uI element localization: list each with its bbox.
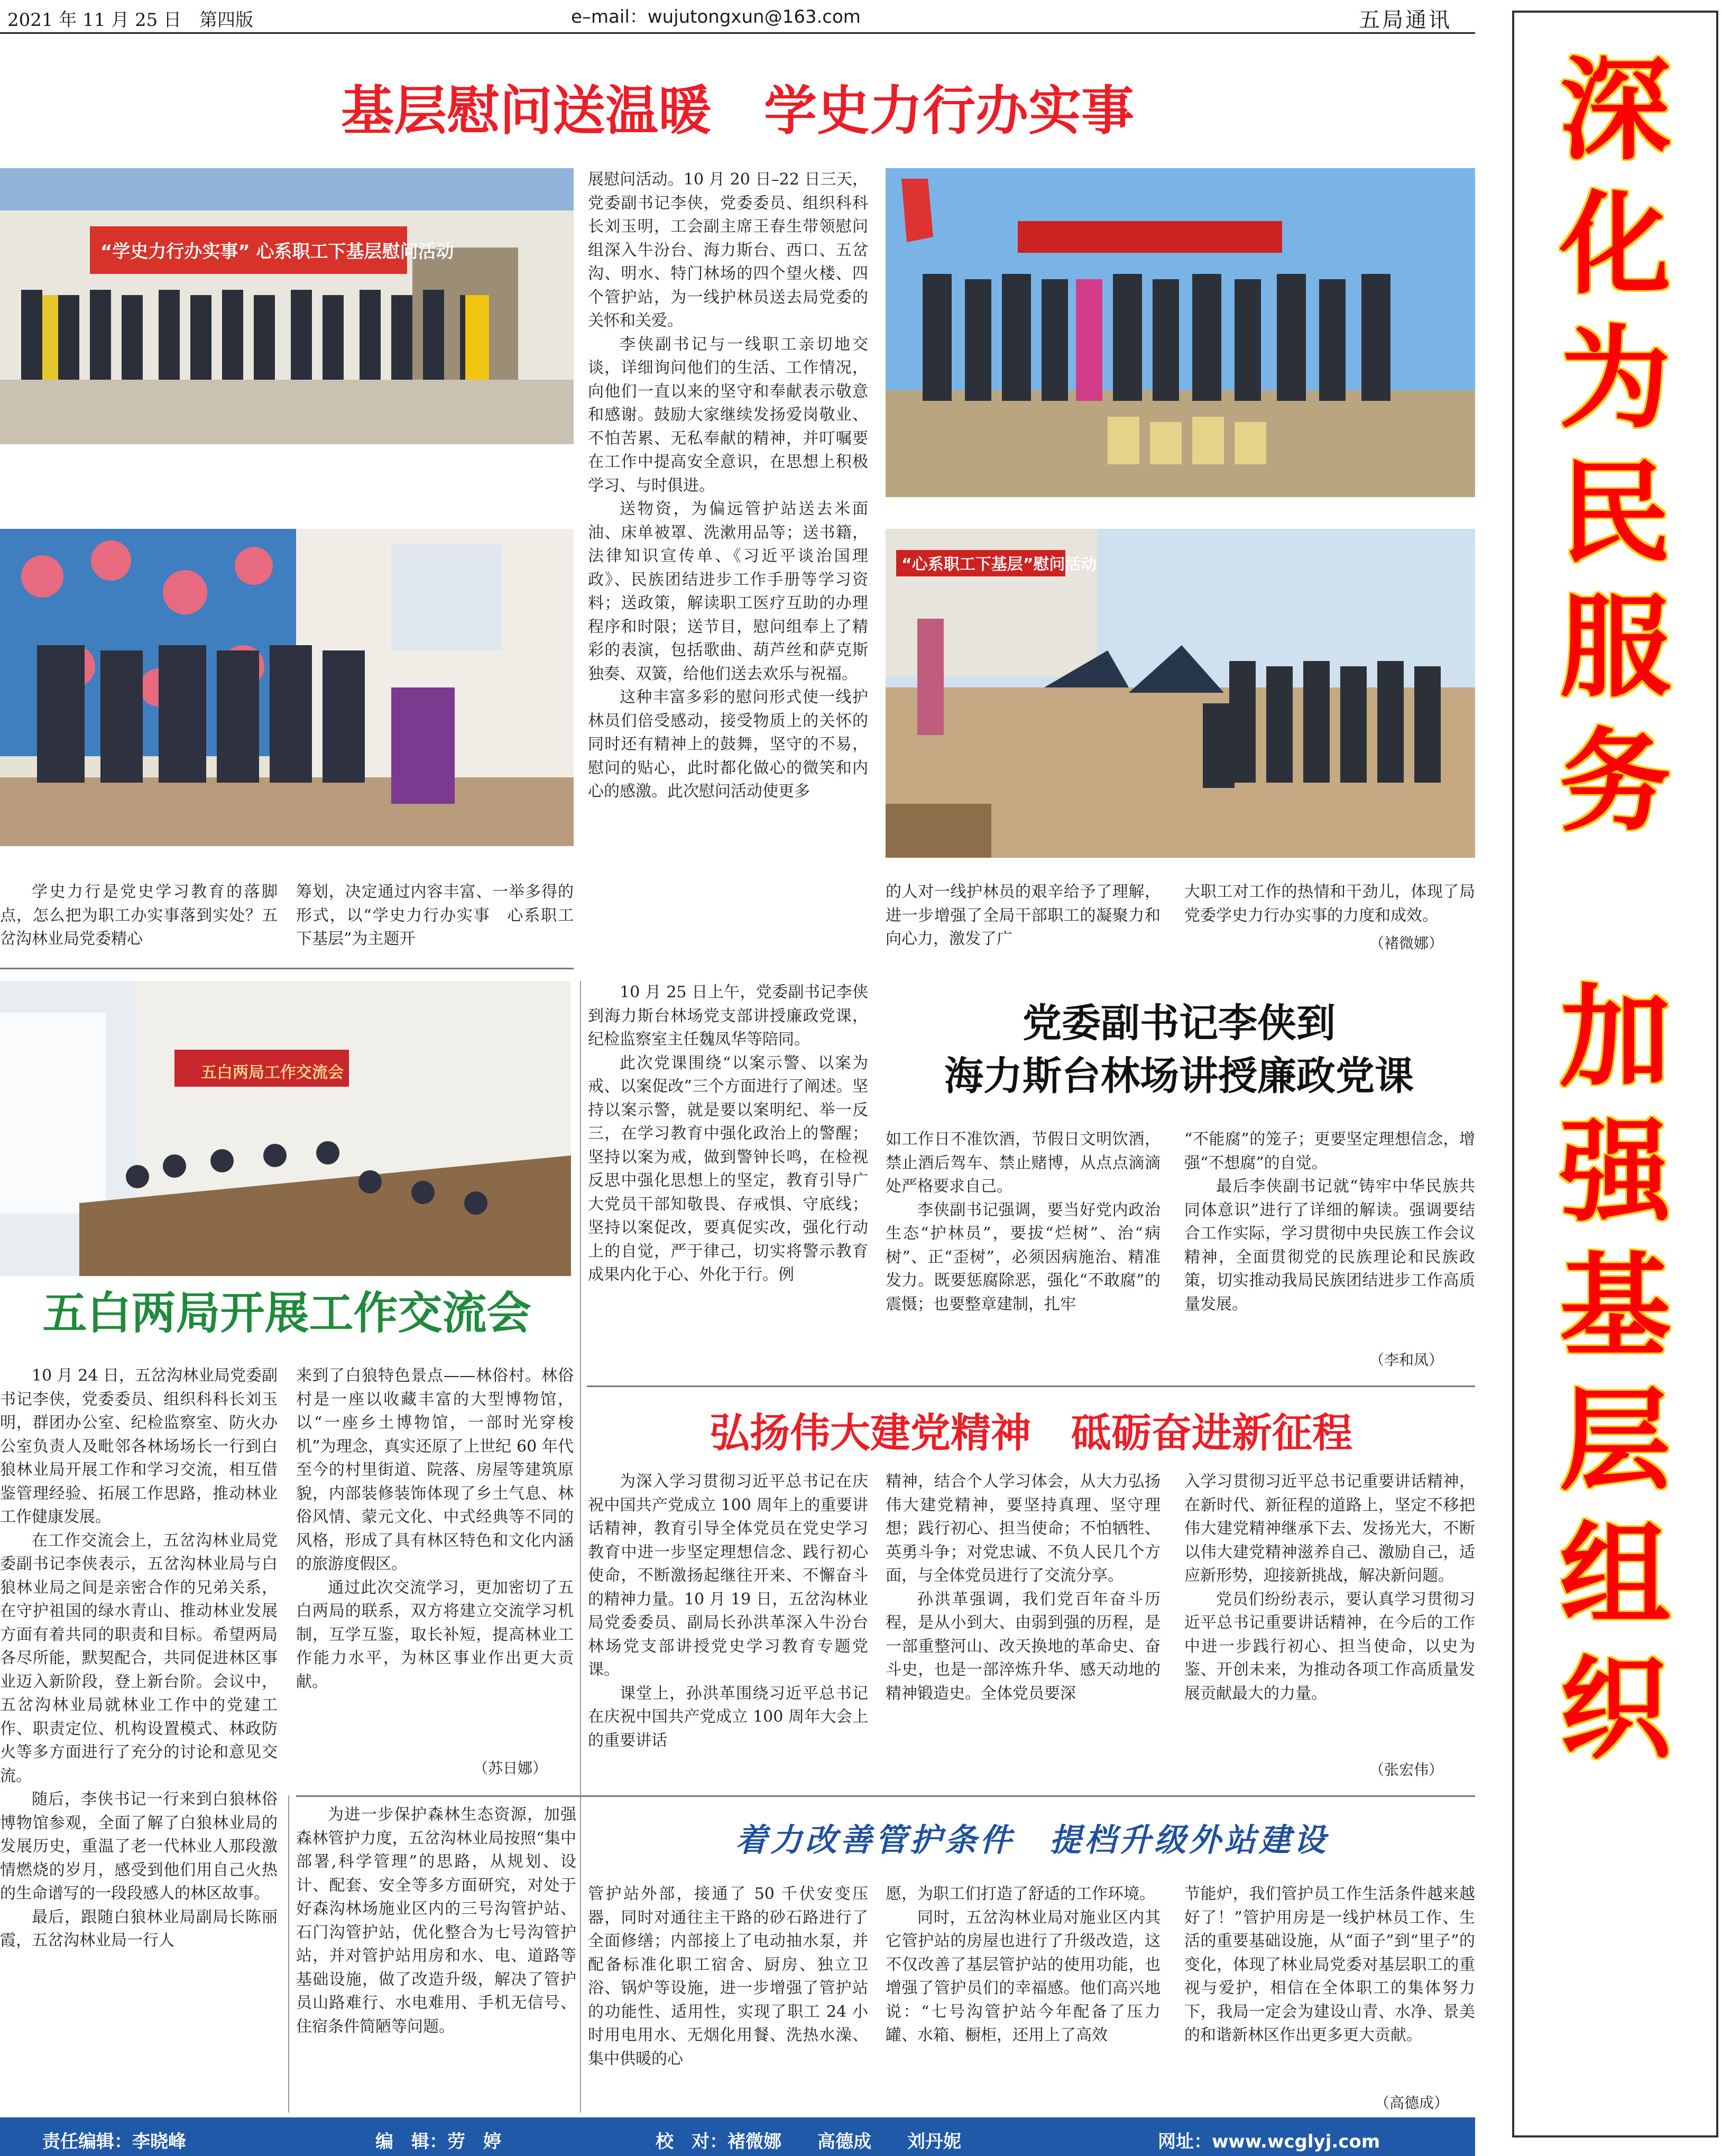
article5-col3-text: 愿，为职工们打造了舒适的工作环境。 同时，五岔沟林业局对施业区内其它管护站的房屋也进行了升级改造，这不仅改善了基层管护站的使用功能，也增强了管护员们的幸福感。他们高兴地说：“七号沟管护站今年配备了压力罐、水箱、橱柜，还用上了高效: [886, 1885, 1161, 2044]
proofreaders: 校 对：褚微娜 高德成 刘丹妮: [656, 2131, 961, 2152]
article4-title: 弘扬伟大建党精神 砥砺奋进新征程: [710, 1409, 1352, 1456]
slogan-char: 加: [1559, 973, 1671, 1103]
photo-outdoor-performance: [886, 529, 1475, 858]
issue-date: 2021 年 11 月 25 日 第四版: [7, 10, 254, 31]
photo4-banner-text: “心系职工下基层”慰问活动: [901, 555, 1097, 574]
article3-left-text: 10 月 25 日上午，党委副书记李侠到海力斯台林场党支部讲授廉政党课，纪检监察室主任魏凤华等陪同。 此次党课围绕“以案示警、以案为戒、以案促改”三个方面进行了阐述。坚持以案示警，就是要以案明纪、举一反三，在学习教育中强化政治上的警醒；坚持以案为戒，做到警钟长鸣，在检视反思中强化思想上的坚定，教育引导广大党员干部知敬畏、存戒惧、守底线；坚持以案促改，要真促实改，强化行动上的自觉，严于律己，切实将警示教育成果内化于心、外化于行。例: [588, 983, 868, 1284]
article2-left-text: 10 月 24 日，五岔沟林业局党委副书记李侠，党委委员、组织科科长刘玉明，群团办公室、纪检监察室、防火办公室负责人及毗邻各林场场长一行到白狼林业局开展工作和学习交流，相互借鉴管理经验、拓展工作思路，推动林业工作健康发展。 在工作交流会上，五岔沟林业局党委副书记李侠表示，五岔沟林业局与白狼林业局之间是亲密合作的兄弟关系，在守护祖国的绿水青山、推动林业发展方面有着共同的职责和目标。希望两局各尽所能，默契配合，共同促进林区事业迈入新阶段，登上新台阶。会议中，五岔沟林业局就林业工作中的党建工作、职责定位、机构设置模式、林政防火等多方面进行了充分的讨论和意见交流。 随后，李侠书记一行来到白狼林俗博物馆参观，全面了解了白狼林业局的发展历史，重温了老一代林业人那段激情燃烧的岁月，感受到他们用自己火热的生命谱写的一段段感人的林区故事。 最后，跟随白狼林业局副局长陈丽霞，五岔沟林业局一行人: [0, 1366, 278, 1950]
slogan-char: 民: [1559, 448, 1671, 578]
divider: [580, 981, 581, 2113]
newspaper-brand: 五局通讯: [1359, 8, 1452, 32]
slogan-char: 化: [1559, 180, 1671, 309]
slogan-char: 基: [1559, 1242, 1671, 1371]
divider: [0, 968, 574, 969]
article3-middle-text: 如工作日不准饮酒，节假日文明饮酒，禁止酒后驾车、禁止赌博，从点点滴滴处严格要求自己。 李侠副书记强调，要当好党内政治生态“护林员”，要拔“烂树”、治“病树”、正“歪树”，必须因病施治、精准发力。既要惩腐除恶，强化“不敢腐”的震慑；也要整章建制，扎牢: [886, 1130, 1161, 1314]
article1-paragraph: 送物资，为偏远管护站送去米面油、床单被罩、洗漱用品等；送书籍，法律知识宣传单、《习近平谈治国理政》、民族团结进步工作手册等学习资料；送政策，解读职工医疗互助的办理程序和时限；送节目，慰问组奉上了精彩的表演，包括歌曲、葫芦丝和萨克斯独奏、双簧，给他们送去欢乐与祝福。: [588, 500, 868, 683]
website-link[interactable]: 网址：www.wcglyj.com: [1158, 2131, 1380, 2152]
divider: [296, 1795, 1475, 1797]
page-footer: [0, 2117, 1475, 2156]
article1-paragraph: 展慰问活动。10 月 20 日–22 日三天，党委副书记李侠，党委委员、组织科科长刘玉明，工会副主席王春生带领慰问组深入牛汾台、海力斯台、西口、五岔沟、明水、特门林场的四个望火楼、四个管护站，为一线护林员送去局党委的关怀和关爱。: [588, 170, 868, 330]
article5-col1-text: 为进一步保护森林生态资源，加强森林管护力度，五岔沟林业局按照“集中部署,科学管理”的思路，从规划、设计、配套、安全等多方面研究，对处于好森沟林场施业区内的三号沟管护站、石门沟管护站，优化整合为七号沟管护站，并对管护站用房和水、电、道路等基础设施，做了改造升级，解决了管护员山路难行、水电难用、手机无信号、住宿条件简陋等问题。: [296, 1805, 576, 2036]
slogan-char: 深: [1559, 45, 1671, 175]
article4-right-text: 入学习贯彻习近平总书记重要讲话精神，在新时代、新征程的道路上，坚定不移把伟大建党精神继承下去、发扬光大，不断以伟大建党精神滋养自己、激励自己，适应新形势，迎接新挑战，解决新问题。 党员们纷纷表示，要认真学习贯彻习近平总书记重要讲话精神，在今后的工作中进一步践行初心、担当使命，以史为鉴、开创未来，为推动各项工作高质量发展贡献最大的力量。: [1184, 1472, 1475, 1703]
slogan-char: 为: [1559, 314, 1671, 444]
slogan-char: 织: [1559, 1645, 1671, 1774]
side-slogan-text: [1514, 45, 1716, 1788]
slogan-char: 组: [1559, 1510, 1671, 1640]
article1-middle-text: [588, 168, 868, 956]
article1-right-text-1: 的人对一线护林员的艰辛给予了理解，进一步增强了全局干部职工的凝聚力和向心力，激发了广: [886, 883, 1161, 948]
article3-right-text: “不能腐”的笼子；更要坚定理想信念，增强“不想腐”的自觉。 最后李侠副书记就“铸牢中华民族共同体意识”进行了详细的解读。强调要结合工作实际，学习贯彻中央民族工作会议精神，全面贯彻党的民族理论和民族政策，切实推动我局民族团结进步工作高质量发展。: [1184, 1130, 1475, 1314]
article2-signature: （苏日娜）: [473, 1759, 548, 1777]
article1-title: 基层慰问送温暖 学史力行办实事: [341, 80, 1134, 142]
slogan-char: 务: [1559, 717, 1671, 847]
article3-title-line2: 海力斯台林场讲授廉政党课: [944, 1053, 1414, 1099]
article3-signature: （李和凤）: [1369, 1351, 1444, 1369]
article5-title: 着力改善管护条件 提档升级外站建设: [735, 1822, 1329, 1859]
article1-paragraph: 这种丰富多彩的慰问形式使一线护林员们倍受感动，接受物质上的关怀的同时还有精神上的鼓舞，坚守的不易，慰问的贴心，此时都化做心的微笑和内心的感激。此次慰问活动使更多: [588, 688, 868, 801]
article1-left-text-1: 学史力行是党史学习教育的落脚点，怎么把为职工办实事落到实处？五岔沟林业局党委精心: [0, 883, 278, 948]
meeting-banner-text: 五白两局工作交流会: [201, 1063, 344, 1082]
article4-left-text: 为深入学习贯彻习近平总书记在庆祝中国共产党成立 100 周年上的重要讲话精神，教育引导全体党员在党史学习教育中进一步坚定理想信念、践行初心使命，不断激扬起继往开来、不懈奋斗的精神力量。10 月 19 日，五岔沟林业局党委委员、副局长孙洪革深入牛汾台林场党支部讲授党史学习教育专题党课。 课堂上，孙洪革围绕习近平总书记在庆祝中国共产党成立 100 周年大会上的重要讲话: [588, 1472, 868, 1750]
page-header: [0, 0, 1475, 34]
slogan-char: 层: [1559, 1376, 1671, 1506]
photo-indoor-visit: [0, 529, 574, 846]
photo-group-outside-station: [0, 168, 574, 444]
article2-title: 五白两局开展工作交流会: [42, 1287, 531, 1339]
article4-signature: （张宏伟）: [1369, 1761, 1444, 1778]
contact-email: e–mail：wujutongxun@163.com: [571, 6, 861, 27]
article5-col4-text: 节能炉，我们管护员工作生活条件越来越好了！”管护用房是一线护林员工作、生活的重要基础设施，从“面子”到“里子”的变化，体现了林业局党委对基层职工的重视与爱护，相信在全体职工的集体努力下，我局一定会为建设山青、水净、景美的和谐新林区作出更多更大贡献。: [1184, 1885, 1475, 2044]
divider: [587, 1386, 1475, 1387]
article1-signature: （褚微娜）: [1369, 934, 1444, 952]
article3-title-line1: 党委副书记李侠到: [1023, 1001, 1336, 1046]
article1-right-text-2: 大职工对工作的热情和干劲儿，体现了局党委学史力行办实事的力度和成效。: [1184, 883, 1475, 925]
slogan-char: 服: [1559, 583, 1671, 712]
article2-right-text: 来到了白狼特色景点——林俗村。林俗村是一座以收藏丰富的大型博物馆，以“一座乡土博物馆，一部时光穿梭机”为理念，真实还原了上世纪 60 年代至今的村里街道、院落、房屋等建筑原貌，内部装修装饰体现了乡土气息、林俗风情、蒙元文化、中式经典等不同的风格，形成了具有林区特色和文化内涵的旅游度假区。 通过此次交流学习，更加密切了五白两局的联系，双方将建立交流学习机制，互学互鉴，取长补短，提高林业工作能力水平，为林区事业作出更大贡献。: [296, 1366, 574, 1691]
article5-col2-text: 管护站外部，接通了 50 千伏安变压器，同时对通往主干路的砂石路进行了全面修缮；内部接上了电动抽水泵，并配备标准化职工宿舍、厨房、独立卫浴、锅炉等设施，进一步增强了管护站的功能性、适用性，实现了职工 24 小时用电用水、无烟化用餐、洗热水澡、集中供暖的心: [588, 1885, 868, 2068]
photo-meeting-room: [0, 981, 571, 1276]
divider: [288, 1795, 289, 2113]
slogan-char: 强: [1559, 1107, 1671, 1237]
article5-signature: （高德成）: [1375, 2094, 1449, 2112]
article1-left-text-2: 筹划，决定通过内容丰富、一举多得的形式，以“学史力行办实事 心系职工下基层”为主题开: [296, 883, 574, 948]
editor: 编 辑：劳 婷: [375, 2131, 501, 2152]
article4-middle-text: 精神，结合个人学习体会，从大力弘扬伟大建党精神，要坚持真理、坚守理想；践行初心、担当使命；不怕牺牲、英勇斗争；对党忠诚、不负人民几个方面，与全体党员进行了交流分享。 孙洪革强调，我们党百年奋斗历程，是从小到大、由弱到强的历程，是一部重整河山、改天换地的革命史、奋斗史，也是一部淬炼升华、感天动地的精神锻造史。全体党员要深: [886, 1472, 1161, 1703]
side-slogan-banner: [1512, 11, 1718, 2137]
photo1-banner-text: “学史力行办实事” 心系职工下基层慰问活动: [100, 241, 454, 262]
article1-paragraph: 李侠副书记与一线职工亲切地交谈，详细询问他们的生活、工作情况，向他们一直以来的坚守和奉献表示敬意和感谢。鼓励大家继续发扬爱岗敬业、不怕苦累、无私奉献的精神，并叮嘱要在工作中提高安全意识，在思想上积极学习、与时俱进。: [588, 335, 868, 495]
chief-editor: 责任编辑：李晓峰: [42, 2131, 186, 2152]
photo-group-with-supplies: [886, 168, 1475, 497]
